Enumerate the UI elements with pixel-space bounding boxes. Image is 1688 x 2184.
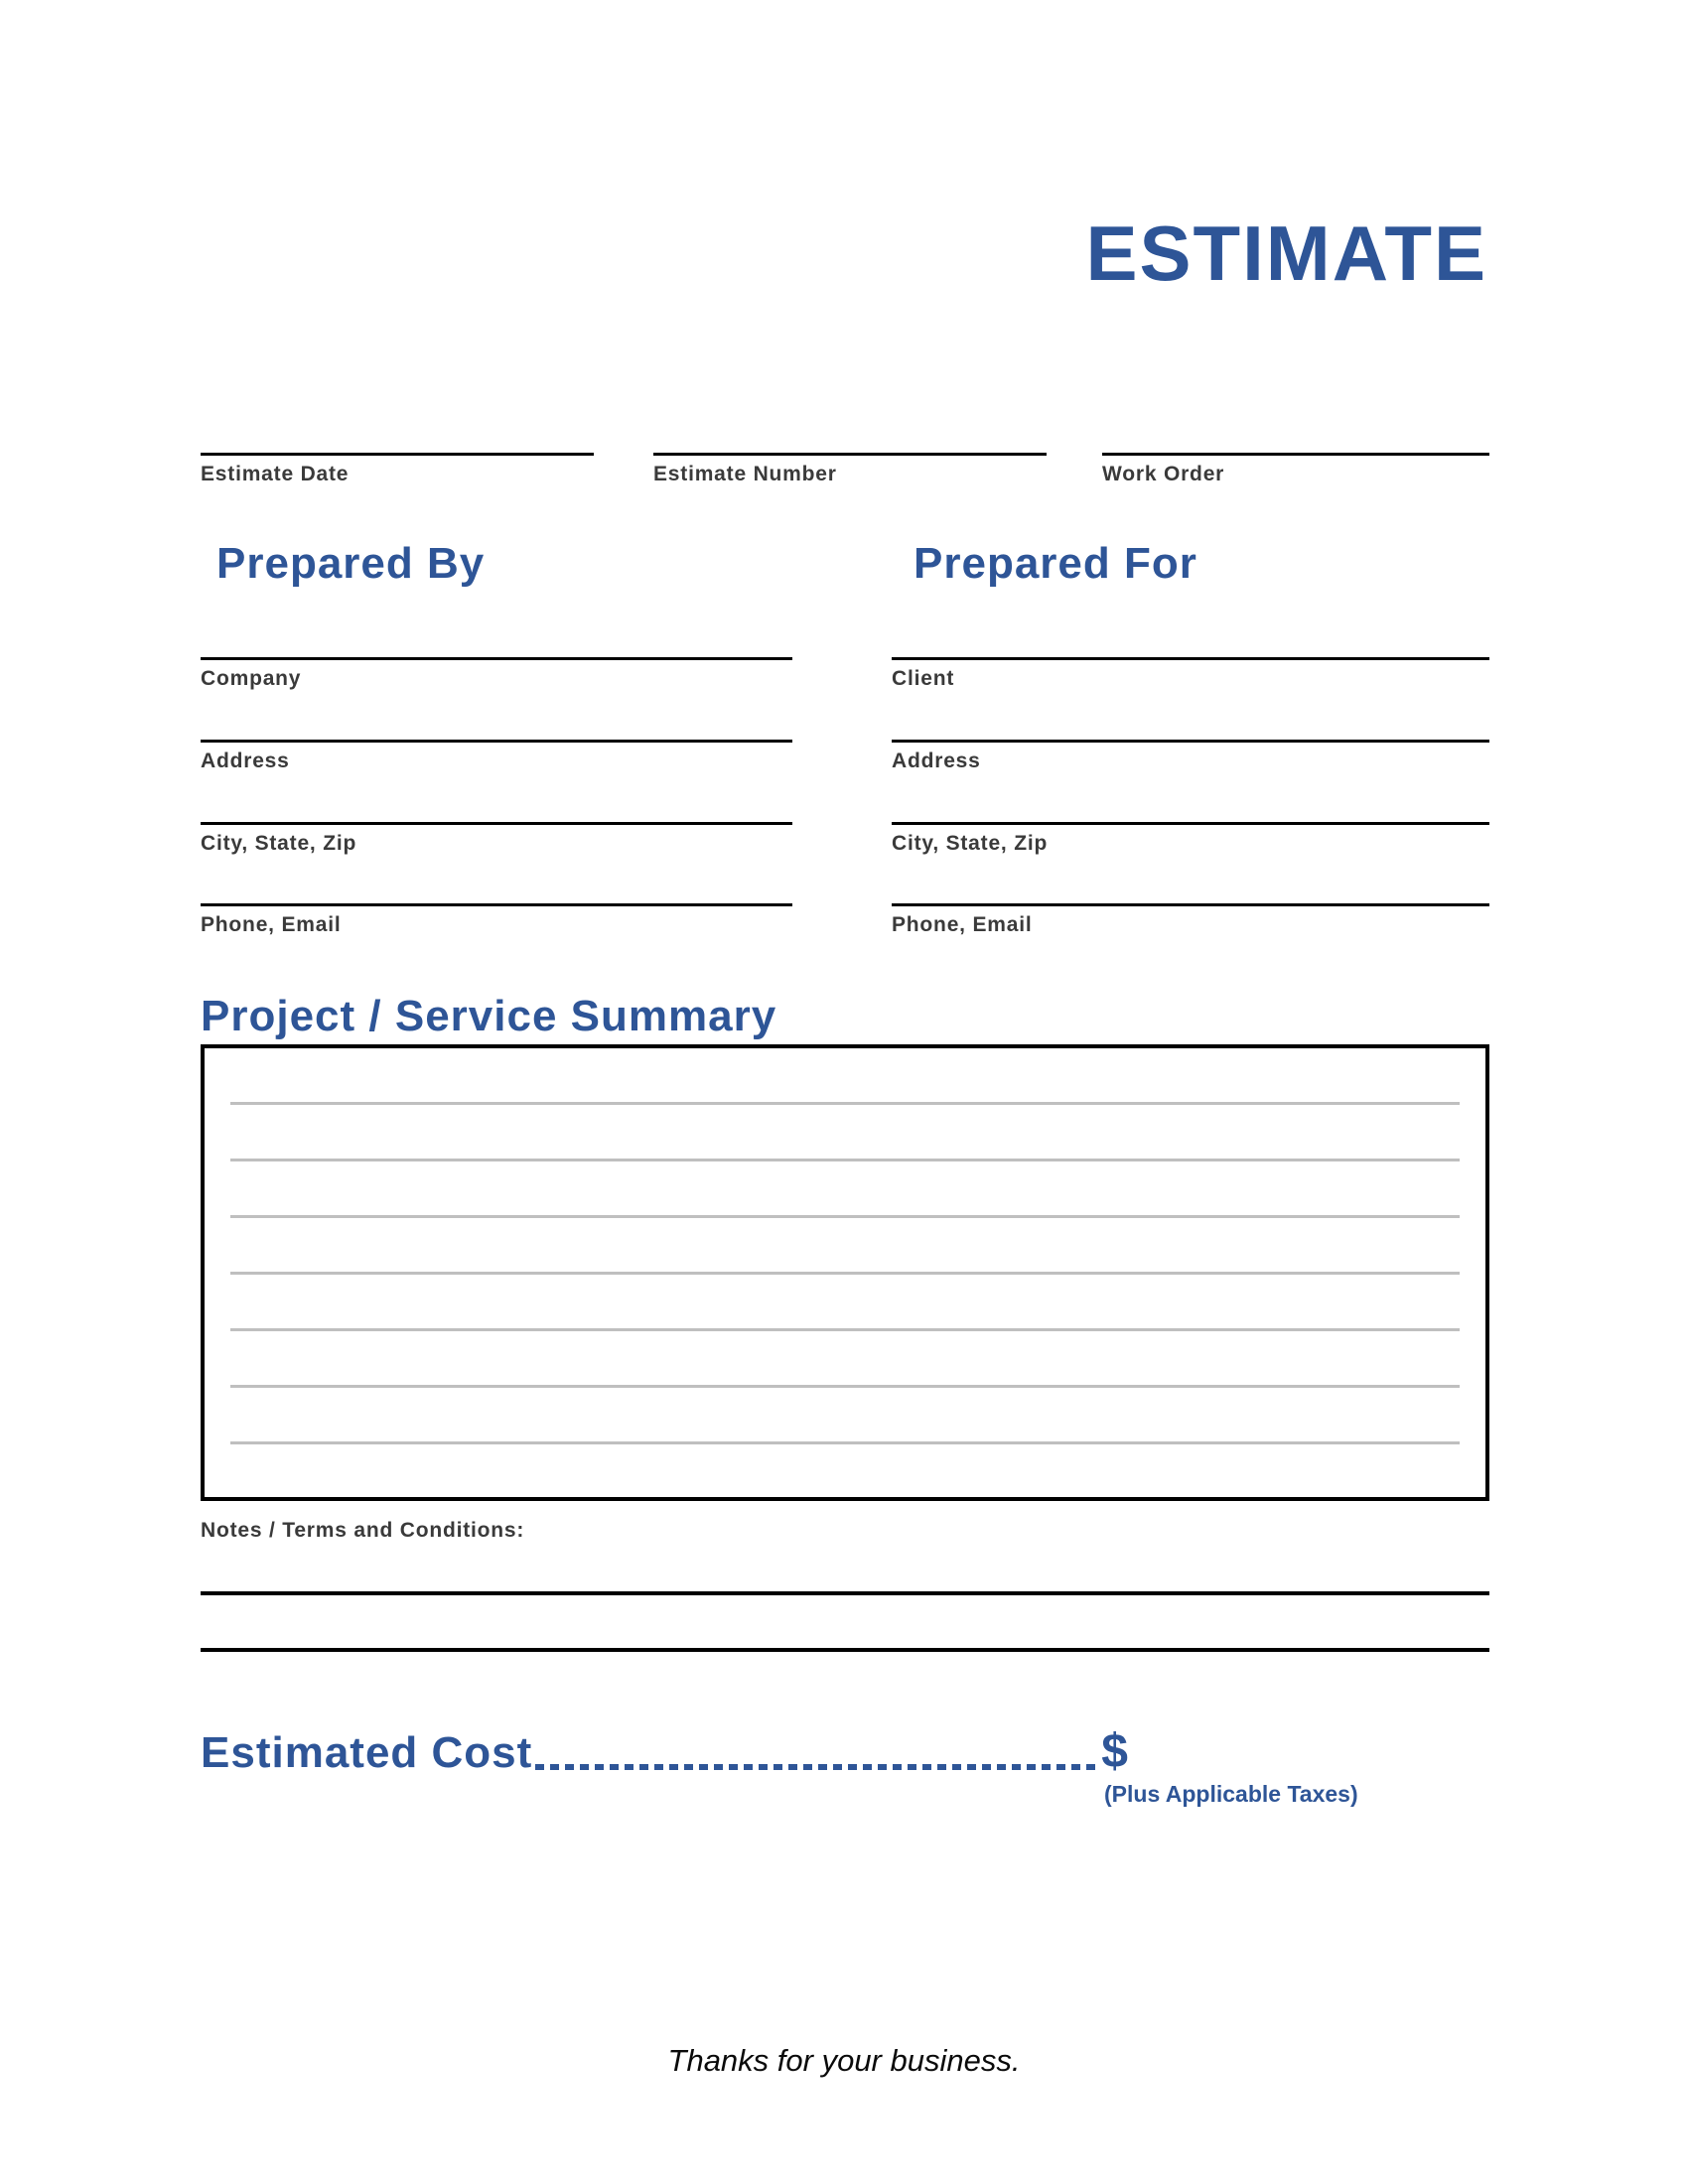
summary-ruled-line bbox=[230, 1441, 1460, 1444]
prepared-for-heading: Prepared For bbox=[914, 539, 1197, 588]
summary-writing-area[interactable] bbox=[201, 1044, 1489, 1501]
notes-label: Notes / Terms and Conditions: bbox=[201, 1519, 525, 1542]
address-label: Address bbox=[892, 750, 981, 772]
city-state-zip-label: City, State, Zip bbox=[892, 832, 1049, 855]
client-label: Client bbox=[892, 667, 955, 690]
address-label: Address bbox=[201, 750, 290, 772]
prepared-by-company-field[interactable] bbox=[201, 657, 792, 691]
prepared-by-city-state-zip-field[interactable] bbox=[201, 822, 792, 856]
work-order-field[interactable] bbox=[1102, 453, 1489, 486]
notes-line-2[interactable] bbox=[201, 1648, 1489, 1652]
summary-ruled-line bbox=[230, 1328, 1460, 1331]
summary-ruled-line bbox=[230, 1385, 1460, 1388]
company-label: Company bbox=[201, 667, 302, 690]
prepared-for-address-field[interactable] bbox=[892, 740, 1489, 773]
estimated-cost-heading: Estimated Cost bbox=[201, 1728, 533, 1777]
prepared-by-phone-email-field[interactable] bbox=[201, 903, 792, 937]
notes-line-1[interactable] bbox=[201, 1591, 1489, 1595]
estimate-number-field[interactable] bbox=[653, 453, 1047, 486]
prepared-by-heading: Prepared By bbox=[216, 539, 486, 588]
prepared-for-city-state-zip-field[interactable] bbox=[892, 822, 1489, 856]
work-order-label: Work Order bbox=[1102, 463, 1225, 485]
estimate-number-label: Estimate Number bbox=[653, 463, 837, 485]
phone-email-label: Phone, Email bbox=[892, 913, 1033, 936]
estimate-date-field[interactable] bbox=[201, 453, 594, 486]
dotted-leader bbox=[535, 1764, 1098, 1770]
summary-ruled-line bbox=[230, 1215, 1460, 1218]
prepared-by-address-field[interactable] bbox=[201, 740, 792, 773]
estimate-date-label: Estimate Date bbox=[201, 463, 350, 485]
tax-note: (Plus Applicable Taxes) bbox=[1104, 1781, 1358, 1807]
currency-symbol: $ bbox=[1101, 1725, 1128, 1778]
summary-ruled-line bbox=[230, 1159, 1460, 1161]
city-state-zip-label: City, State, Zip bbox=[201, 832, 357, 855]
page-title: ESTIMATE bbox=[1085, 209, 1487, 297]
footer-thanks-message: Thanks for your business. bbox=[667, 2043, 1021, 2078]
summary-ruled-line bbox=[230, 1272, 1460, 1275]
summary-ruled-line bbox=[230, 1102, 1460, 1105]
prepared-for-phone-email-field[interactable] bbox=[892, 903, 1489, 937]
summary-heading: Project / Service Summary bbox=[201, 992, 777, 1040]
prepared-for-client-field[interactable] bbox=[892, 657, 1489, 691]
estimated-cost-row bbox=[201, 1725, 1128, 1778]
phone-email-label: Phone, Email bbox=[201, 913, 342, 936]
